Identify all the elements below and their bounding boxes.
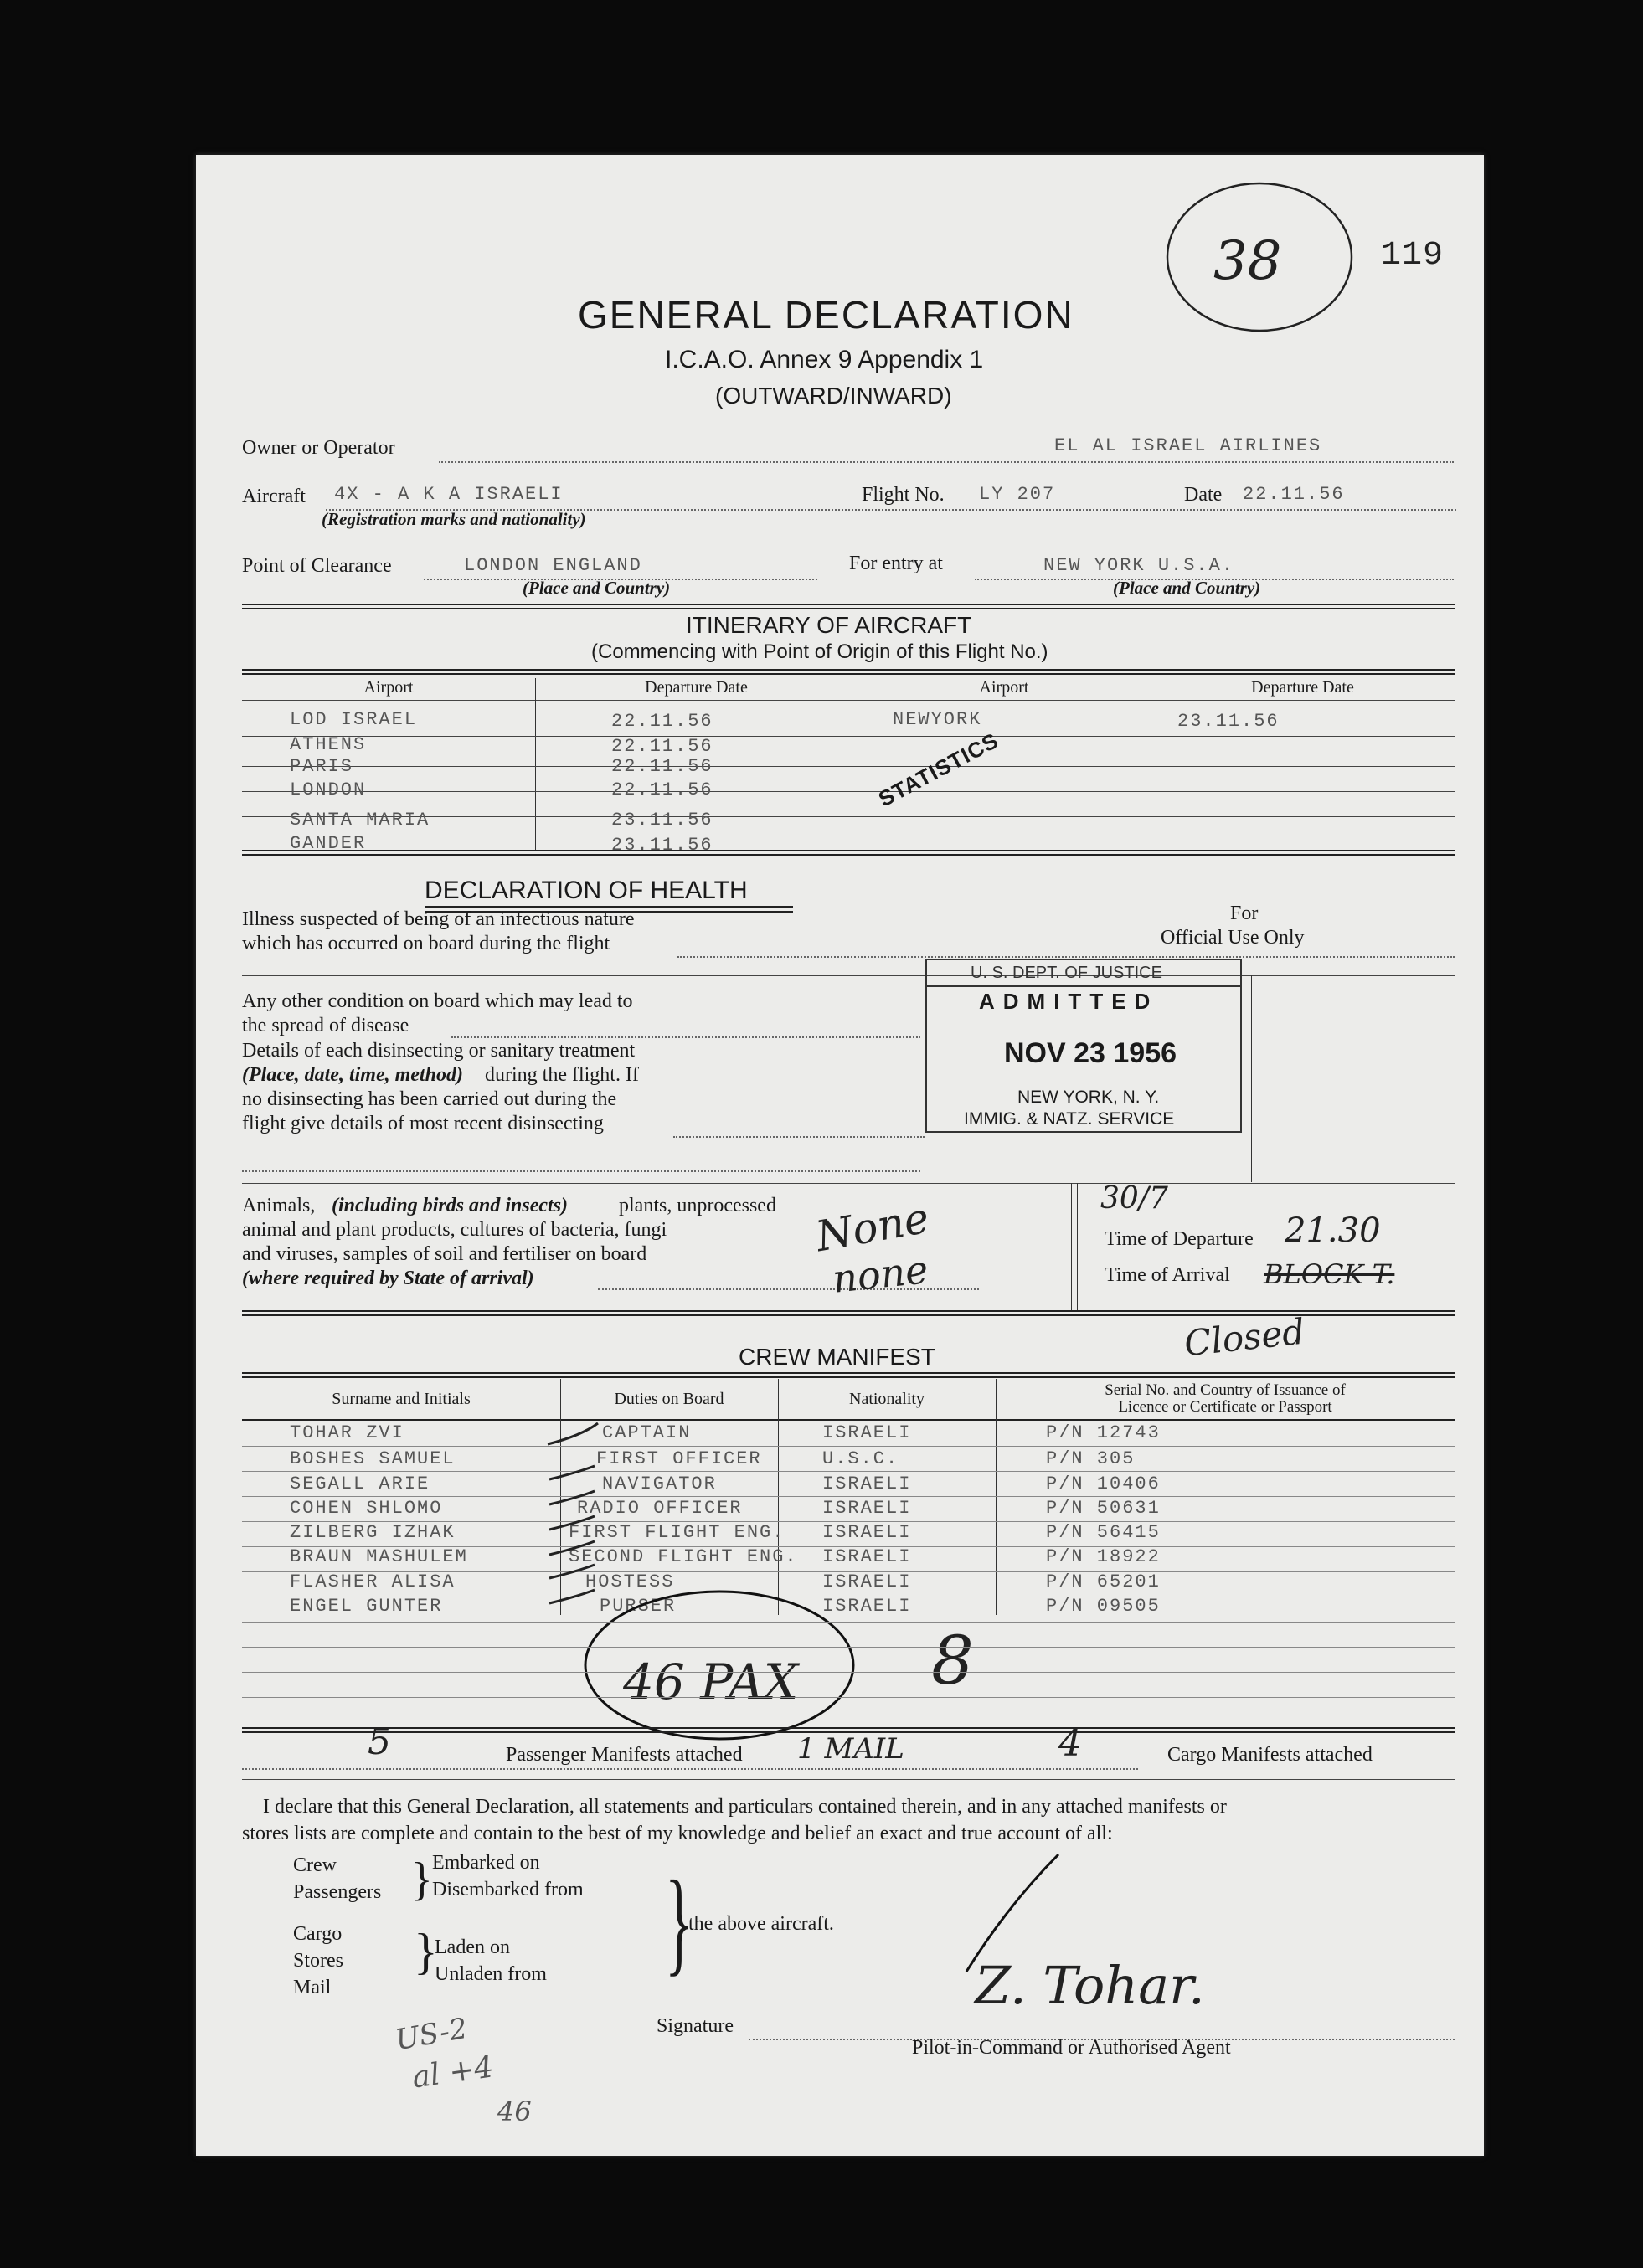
decl-above-aircraft: the above aircraft. [688,1913,834,1935]
crew-duty-7: HOSTESS [585,1571,675,1592]
itin-left-airport-3: PARIS [290,756,354,777]
itin-left-airport-6: GANDER [290,833,367,854]
pax-note: 46 PAX [623,1653,799,1710]
stamp-service: IMMIG. & NATZ. SERVICE [964,1109,1175,1129]
cargo-count: 4 [1058,1722,1082,1765]
form-subtitle: I.C.A.O. Annex 9 Appendix 1 [665,346,984,373]
itin-left-date-4: 22.11.56 [611,779,713,800]
itinerary-subtitle: (Commencing with Point of Origin of this Flight No.) [591,640,1048,663]
crew-name-8: ENGEL GUNTER [290,1596,443,1617]
disinsecting-line-2: during the flight. If [485,1064,639,1086]
crew-duty-2: FIRST OFFICER [596,1448,762,1469]
signature: Z. Tohar. [975,1955,1205,2016]
decl-stores: Stores [293,1950,343,1972]
clearance-note: (Place and Country) [523,578,671,598]
decl-disembarked: Disembarked from [432,1879,584,1900]
disinsecting-line-4: flight give details of most recent disinsecting [242,1113,604,1134]
clearance-value: LONDON ENGLAND [464,555,642,576]
arrival-value: BLOCK T. [1264,1258,1395,1290]
animals-line-2: animal and plant products, cultures of bacteria, fungi [242,1219,667,1241]
entry-value: NEW YORK U.S.A. [1043,555,1235,576]
aircraft-label: Aircraft [242,486,306,507]
official-use-line-1: For [1230,903,1259,924]
crew-name-7: FLASHER ALISA [290,1571,456,1592]
itin-left-airport-2: ATHENS [290,734,367,755]
itin-left-airport-4: LONDON [290,779,367,800]
declaration-form: 38 119 GENERAL DECLARATION I.C.A.O. Annex 9 Appendix 1 (OUTWARD/INWARD) Owner or Operator EL AL ISRAEL AIRLINES Aircraft 4X - A K A ISRAELI (Registration marks and nationality) Flight No. LY 207 Date 22.11.56 Point of Clearance LONDON ENGLAND (Place and Country) For entry at NEW YORK U.S.A. (Place and Country) ITINERARY OF AIRCRAFT (Commencing with Point of Origin of this Flight No.) Airport Departure Date Airport Departure Date LOD ISRAEL 22.11.56 ATHENS 22.11.56 PARIS 22.11.56 LONDON 22.11.56 SANTA MARIA 23.11.56 GANDER 23.11.56 NEWYORK 23.11.56 STATISTICS DECLARATION OF HEALTH Illness suspected of being of an infectious nature which has occurred on board during the flight For Official Use Only Any other condition on board which may lead to the spread of disease Details of each disinsecting or sanitary treatment (Place, date, time, method) during the flight. If no disinsecting has been carried out during the flight give details of most recent disinsecting U. S. DEPT. OF JUSTICE ADMITTED NOV 23 1956 NEW YORK, N. Y. IMMIG. & NATZ. SERVICE Animals, (including birds and insects) plants, unprocessed animal and plant products, cultures of bacteria, fungi and viruses, samples of soil and fertiliser on board (where required by State of arrival) None none 30/7 Time of Departure 21.30 Time of Arrival BLOCK T. Closed CREW MANIFEST Surname and Initials Duties on Board Nationality Serial No. and Country of Issuance of Licence or Certificate or Passport TOHAR ZVI CAPTAIN ISRAELI P/N 12743 BOSHES SAMUEL FIRST OFFICER U.S.C. P/N 305 SEGALL ARIE NAVIGATOR ISRAELI P/N 10406 COHEN SHLOMO RADIO OFFICER ISRAELI P/N 50631 ZILBERG IZHAK FIRST FLIGHT ENG. ISRAELI P/N 56415 BRAUN MASHULEM SECOND FLIGHT ENG. ISRAELI P/N 18922 FLASHER ALISA HOSTESS ISRAELI P/N 65201 ENGEL GUNTER PURSER ISRAELI P/N 09505 46 PAX 8 5 Passenger Manifests attached 1 MAIL 4 Cargo Manifests attached I declare that this General Declaration, all statements and particulars contained therein, and in any attached manifests or stores lists are complete and contain to the best of my knowledge and belief an exact and true account of all: Crew Passengers } Embarked on Disembarked from Cargo Stores Mail } Laden on Unladen from } the above aircraft. Signature Z. Tohar. Pilot-in-Command or Authorised Agent US-2 al +4 46 [196,155,1484,2156]
crew-name-1: TOHAR ZVI [290,1422,404,1443]
decl-passengers: Passengers [293,1881,382,1903]
stamp-agency: U. S. DEPT. OF JUSTICE [971,964,1162,982]
itin-left-date-3: 22.11.56 [611,756,713,777]
departure-value: 21.30 [1285,1211,1381,1250]
decl-mail: Mail [293,1977,332,1998]
itinerary-header-date-1: Departure Date [645,678,748,697]
crew-nat-4: ISRAELI [822,1498,912,1519]
crew-side-note: 8 [931,1622,974,1700]
owner-value: EL AL ISRAEL AIRLINES [1054,435,1322,456]
crew-duty-6: SECOND FLIGHT ENG. [569,1546,798,1567]
illness-line-1: Illness suspected of being of an infectious nature [242,908,635,930]
arrival-label: Time of Arrival [1105,1264,1230,1286]
crew-serial-4: P/N 50631 [1046,1498,1161,1519]
crew-nat-3: ISRAELI [822,1473,912,1494]
itin-right-date-1: 23.11.56 [1177,711,1280,732]
itinerary-header-airport-2: Airport [979,678,1029,697]
clearance-label: Point of Clearance [242,555,392,577]
itinerary-title: ITINERARY OF AIRCRAFT [686,612,972,638]
passenger-manifests-label: Passenger Manifests attached [506,1744,743,1766]
date-value: 22.11.56 [1243,484,1345,505]
crew-name-4: COHEN SHLOMO [290,1498,443,1519]
animals-line-1-prefix: Animals, [242,1195,316,1216]
time-note-bottom: Closed [1182,1310,1307,1365]
owner-label: Owner or Operator [242,437,395,459]
disinsecting-line-1: Details of each disinsecting or sanitary treatment [242,1040,636,1062]
animals-line-4: (where required by State of arrival) [242,1268,534,1289]
admitted-stamp [925,959,1242,1133]
crew-header-nationality: Nationality [849,1390,925,1408]
itin-left-date-1: 22.11.56 [611,711,713,732]
crew-serial-3: P/N 10406 [1046,1473,1161,1494]
crew-serial-5: P/N 56415 [1046,1522,1161,1543]
crew-header-serial-2: Licence or Certificate or Passport [1118,1398,1332,1416]
disinsecting-italic: (Place, date, time, method) [242,1064,463,1086]
crew-duty-3: NAVIGATOR [602,1473,717,1494]
file-number: 38 [1213,230,1282,292]
aircraft-value: 4X - A K A ISRAELI [334,484,564,505]
itinerary-header-date-2: Departure Date [1251,678,1354,697]
itinerary-header-airport-1: Airport [363,678,414,697]
itin-left-airport-1: LOD ISRAEL [290,709,418,730]
other-condition-line-2: the spread of disease [242,1015,409,1036]
declaration-text-2: stores lists are complete and contain to the best of my knowledge and belief an exact and true account of all: [242,1823,1113,1844]
itin-left-date-6: 23.11.56 [611,835,713,856]
crew-nat-2: U.S.C. [822,1448,899,1469]
note-46: 46 [497,2096,532,2127]
crew-duty-4: RADIO OFFICER [577,1498,743,1519]
animals-note-1: None [811,1193,933,1262]
aircraft-note: (Registration marks and nationality) [322,509,586,529]
health-title: DECLARATION OF HEALTH [425,877,748,904]
crew-title: CREW MANIFEST [739,1344,935,1370]
date-label: Date [1184,484,1223,506]
other-condition-line-1: Any other condition on board which may lead to [242,990,633,1012]
itin-right-airport-1: NEWYORK [893,709,982,730]
crew-duty-1: CAPTAIN [602,1422,692,1443]
animals-line-1-italic: (including birds and insects) [332,1195,569,1216]
note-al: al +4 [409,2049,496,2096]
signer-role: Pilot-in-Command or Authorised Agent [912,2037,1231,2059]
stamp-place: NEW YORK, N. Y. [1017,1088,1160,1107]
entry-label: For entry at [849,553,943,574]
crew-name-5: ZILBERG IZHAK [290,1522,456,1543]
crew-serial-6: P/N 18922 [1046,1546,1161,1567]
decl-unladen: Unladen from [435,1963,547,1985]
crew-nat-7: ISRAELI [822,1571,912,1592]
crew-nat-1: ISRAELI [822,1422,912,1443]
crew-header-serial-1: Serial No. and Country of Issuance of [1105,1381,1346,1399]
time-note-top: 30/7 [1100,1181,1168,1216]
form-direction: (OUTWARD/INWARD) [715,383,952,409]
illness-line-2: which has occurred on board during the flight [242,933,610,954]
crew-name-3: SEGALL ARIE [290,1473,430,1494]
departure-label: Time of Departure [1105,1228,1254,1250]
passenger-count: 5 [368,1720,391,1763]
crew-serial-2: P/N 305 [1046,1448,1136,1469]
flight-value: LY 207 [979,484,1056,505]
page-number: 119 [1381,237,1445,275]
stamp-date: NOV 23 1956 [1004,1037,1177,1069]
crew-nat-6: ISRAELI [822,1546,912,1567]
crew-name-2: BOSHES SAMUEL [290,1448,456,1469]
animals-note-2: none [830,1247,930,1302]
crew-serial-7: P/N 65201 [1046,1571,1161,1592]
note-us: US-2 [393,2011,471,2058]
crew-header-duty: Duties on Board [614,1390,724,1408]
statistics-stamp: STATISTICS [874,727,1003,812]
form-title: GENERAL DECLARATION [578,293,1074,337]
mail-note: 1 MAIL [797,1732,904,1766]
itin-left-date-5: 23.11.56 [611,810,713,831]
flight-label: Flight No. [862,484,945,506]
official-use-line-2: Official Use Only [1161,927,1305,949]
entry-note: (Place and Country) [1113,578,1261,598]
crew-duty-5: FIRST FLIGHT ENG. [569,1522,785,1543]
crew-name-6: BRAUN MASHULEM [290,1546,468,1567]
animals-line-3: and viruses, samples of soil and fertiliser on board [242,1243,647,1265]
decl-crew: Crew [293,1854,337,1876]
itin-left-airport-5: SANTA MARIA [290,810,430,831]
disinsecting-line-3: no disinsecting has been carried out during the [242,1088,617,1110]
stamp-status: ADMITTED [979,989,1159,1014]
animals-line-1-suffix: plants, unprocessed [619,1195,776,1216]
crew-duty-8: PURSER [600,1596,677,1617]
crew-header-name: Surname and Initials [332,1390,471,1408]
decl-laden: Laden on [435,1936,510,1958]
crew-nat-8: ISRAELI [822,1596,912,1617]
decl-embarked: Embarked on [432,1852,540,1874]
signature-label: Signature [657,2015,734,2037]
itin-left-date-2: 22.11.56 [611,736,713,757]
crew-nat-5: ISRAELI [822,1522,912,1543]
declaration-text-1: I declare that this General Declaration, all statements and particulars contained therein, and in any attached manifests or [263,1796,1227,1818]
decl-cargo: Cargo [293,1923,343,1945]
crew-serial-1: P/N 12743 [1046,1422,1161,1443]
crew-serial-8: P/N 09505 [1046,1596,1161,1617]
cargo-manifests-label: Cargo Manifests attached [1167,1744,1373,1766]
